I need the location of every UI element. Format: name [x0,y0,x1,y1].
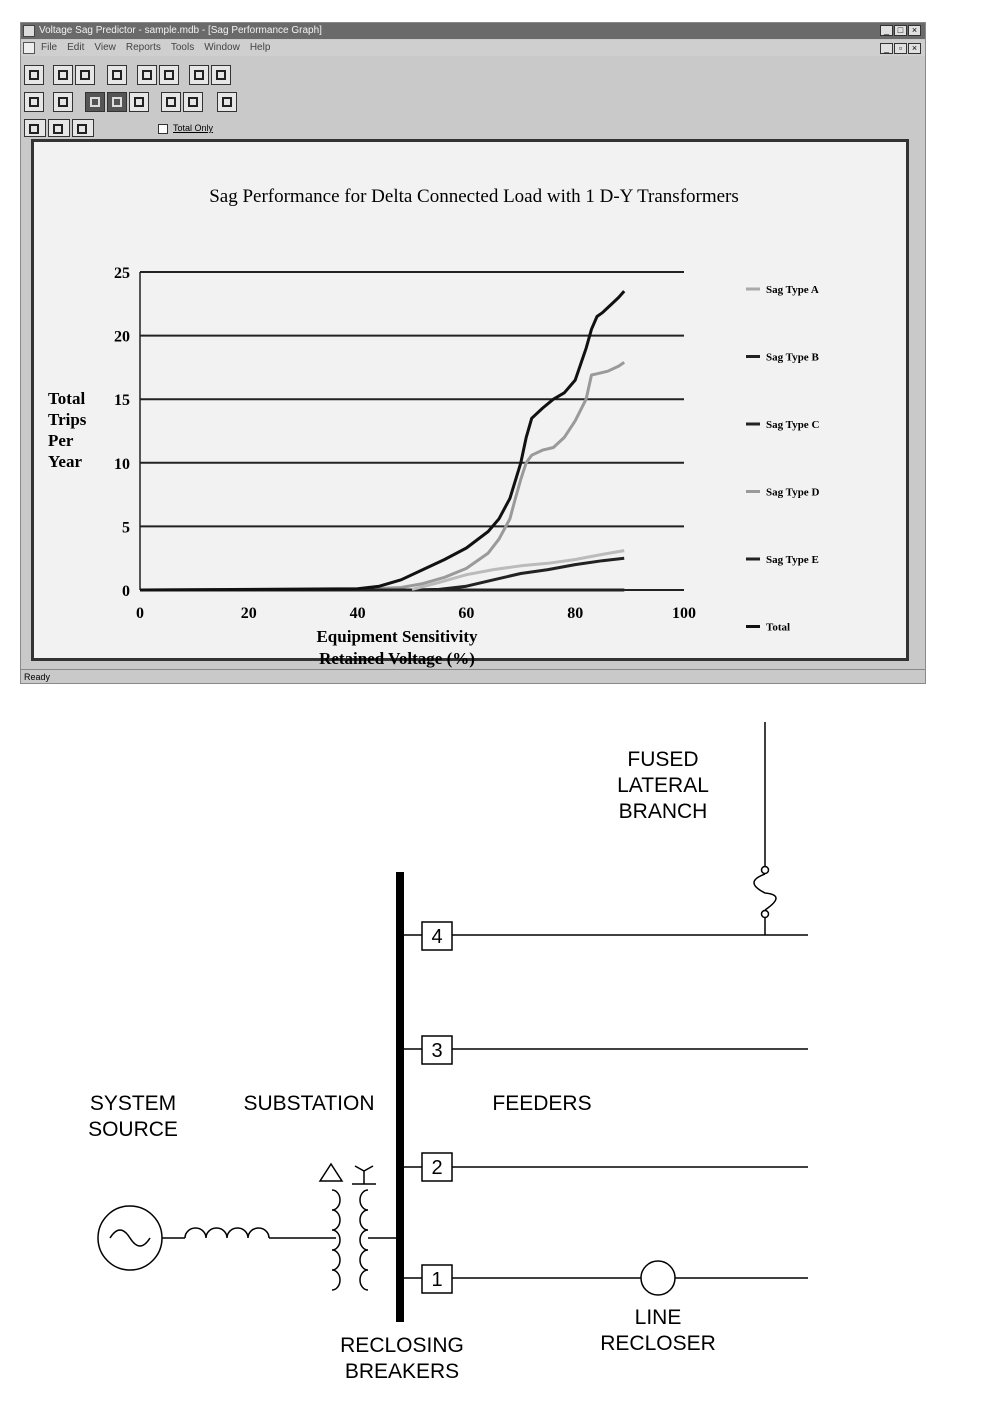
y-tick-label: 0 [122,583,130,600]
doc-close-icon[interactable]: × [908,43,921,54]
tool-button-11[interactable] [107,92,127,112]
substation-label: SUBSTATION [243,1092,375,1115]
y-tick-label: 5 [122,519,130,537]
y-axis-label-line: Total [48,389,86,408]
series-line-sag-type-d [140,362,624,590]
menu-tools[interactable]: Tools [170,42,195,53]
reclosing-breakers-label-2: BREAKERS [344,1360,460,1383]
wye-winding-icon [355,1166,373,1184]
line-recloser-icon [641,1261,675,1295]
delta-winding-icon [320,1164,342,1181]
breaker-4-number: 4 [431,926,443,948]
x-axis-label-line: Retained Voltage (%) [319,649,475,668]
x-tick-label: 60 [458,605,475,622]
menu-file[interactable]: File [41,42,58,53]
fused-lateral-label-3: BRANCH [618,800,708,823]
doc-minimize-icon[interactable]: _ [880,43,893,54]
window-controls [880,25,921,36]
menu-bar [21,40,925,56]
breaker-1-number: 1 [431,1269,443,1291]
graph-toolbar [21,119,925,141]
x-tick-label: 20 [240,605,257,622]
pause-button[interactable] [24,92,44,112]
gridlines [140,272,684,590]
line-recloser-label-2: RECLOSER [600,1332,716,1355]
tick-labels [114,265,696,622]
total-only-label: Total Only [173,123,214,133]
legend-label: Sag Type C [766,419,820,431]
menu-edit[interactable]: Edit [67,42,85,53]
title-bar [21,23,925,39]
breaker-3-number: 3 [431,1040,443,1062]
tool-button-7[interactable] [189,65,209,85]
tool-button-6[interactable] [159,65,179,85]
legend-label: Sag Type E [766,554,819,566]
inductor-icon [185,1228,269,1238]
y-axis-label-line: Trips [48,410,87,429]
x-axis-title [316,627,478,668]
legend-label: Sag Type A [766,284,819,296]
menu-help[interactable]: Help [249,42,271,53]
fuse-terminal-bottom-icon [762,911,769,918]
y-tick-label: 25 [114,265,130,282]
chart-title: Sag Performance for Delta Connected Load with 1 D-Y Transformers [209,186,739,207]
tool-button-9[interactable] [53,92,73,112]
tool-button-2[interactable] [53,65,73,85]
transformer-primary-winding-icon [332,1190,340,1290]
feeders-label: FEEDERS [492,1092,592,1115]
breaker-2-number: 2 [431,1157,443,1179]
fuse-icon [754,874,776,910]
legend-label: Total [766,621,791,634]
maximize-icon[interactable]: □ [894,25,907,36]
reclosing-breakers-label-1: RECLOSING [340,1334,464,1357]
toolbar-main [21,63,925,89]
chart-panel [31,139,909,668]
line-recloser-label-1: LINE [634,1306,682,1329]
tool-button-15[interactable] [217,92,237,112]
legend-label: Sag Type D [766,486,820,499]
fused-lateral-label-1: FUSED [627,748,699,771]
y-tick-label: 10 [114,455,130,473]
print-graph-button[interactable] [48,119,70,137]
system-source-label-1: SYSTEM [89,1092,177,1115]
app-icon [23,25,35,37]
x-tick-label: 100 [672,605,696,622]
x-tick-label: 0 [136,605,144,622]
menu-view[interactable]: View [94,42,116,53]
tool-button-14[interactable] [183,92,203,112]
document-controls [880,43,921,54]
tool-button-3[interactable] [75,65,95,85]
fused-lateral-label-2: LATERAL [617,774,709,797]
total-only-checkbox[interactable] [158,124,168,134]
window-title: Voltage Sag Predictor - sample.mdb - [Sag Performance Graph] [39,25,322,36]
legend [746,284,819,634]
substation-bus [396,872,404,1322]
one-line-diagram [0,690,1006,1410]
tool-button-10[interactable] [85,92,105,112]
y-axis-title [48,389,87,471]
copy-graph-button[interactable] [24,119,46,137]
tool-button-1[interactable] [24,65,44,85]
minimize-icon[interactable]: _ [880,25,893,36]
y-tick-label: 20 [114,328,130,346]
tool-button-8[interactable] [211,65,231,85]
tool-button-4[interactable] [107,65,127,85]
series-line-unlabeled [412,551,624,590]
status-bar: Ready [21,669,925,683]
toolbar-secondary [21,90,925,116]
sag-performance-chart [34,142,906,668]
y-axis-label-line: Per [48,431,74,450]
y-tick-label: 15 [114,392,130,410]
system-source-label-2: SOURCE [88,1118,178,1141]
menu-reports[interactable]: Reports [125,42,161,53]
tool-button-13[interactable] [161,92,181,112]
close-icon[interactable]: × [908,25,921,36]
legend-label: Sag Type B [766,351,819,364]
tool-button-5[interactable] [137,65,157,85]
y-axis-label-line: Year [48,452,82,471]
chart-settings-button[interactable] [72,119,94,137]
fuse-terminal-top-icon [762,867,769,874]
document-icon[interactable] [23,42,35,54]
sine-wave-icon [110,1230,150,1246]
app-window [20,22,926,684]
transformer-secondary-winding-icon [360,1190,368,1290]
menu-window[interactable]: Window [204,42,240,53]
tool-button-12[interactable] [129,92,149,112]
x-tick-label: 40 [349,605,366,622]
x-axis-label-line: Equipment Sensitivity [316,627,478,646]
x-tick-label: 80 [567,605,584,622]
doc-restore-icon[interactable]: ▫ [894,43,907,54]
